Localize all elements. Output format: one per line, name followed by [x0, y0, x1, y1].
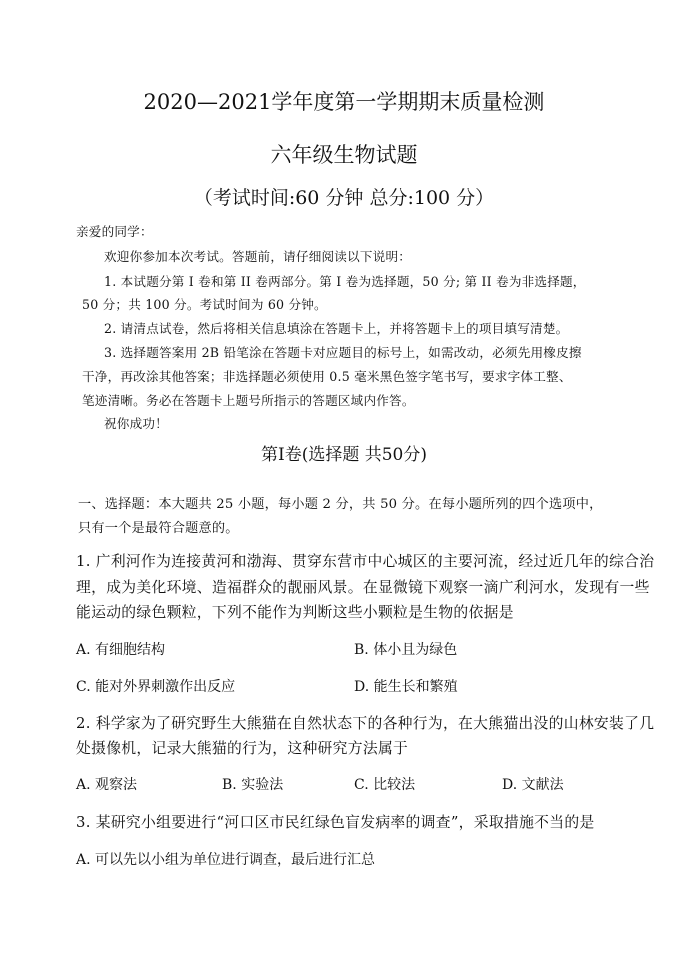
exam-info: （考试时间:60 分钟 总分:100 分）: [193, 187, 495, 209]
question-1-option-c: C. 能对外界刺激作出反应: [76, 679, 236, 695]
instruction-item-2: 2. 请清点试卷，然后将相关信息填涂在答题卡上，并将答题卡上的项目填写清楚。: [104, 321, 569, 336]
question-1-stem-line-3: 能运动的绿色颗粒，下列不能作为判断这些小颗粒是生物的依据是: [76, 604, 514, 621]
question-3-stem-line-1: 3. 某研究小组要进行“河口区市民红绿色盲发病率的调查”，采取措施不当的是: [76, 814, 595, 831]
question-1-option-d: D. 能生长和繁殖: [354, 679, 458, 695]
question-2-option-c: C. 比较法: [354, 777, 416, 793]
section-title: 第Ⅰ卷(选择题 共50分): [260, 445, 427, 465]
question-1-option-b: B. 体小且为绿色: [354, 642, 458, 658]
instruction-item-1: 1. 本试题分第 I 卷和第 II 卷两部分。第 I 卷为选择题，50 分; 第 II 卷为非选择题，: [104, 274, 586, 289]
question-2-stem-line-1: 2. 科学家为了研究野生大熊猫在自然状态下的各种行为，在大熊猫出没的山林安装了几: [76, 715, 655, 732]
question-1-option-a: A. 有细胞结构: [76, 642, 166, 658]
question-2-stem-line-2: 处摄像机，记录大熊猫的行为，这种研究方法属于: [76, 740, 409, 757]
question-2-option-b: B. 实验法: [222, 777, 284, 793]
instruction-item-1-cont: 50 分；共 100 分。考试时间为 60 分钟。: [82, 297, 327, 312]
page-subtitle: 六年级生物试题: [270, 143, 418, 167]
section-instruction: 一、选择题：本大题共 25 小题，每小题 2 分，共 50 分。在每小题所列的四个选项中，: [78, 497, 603, 512]
instruction-item-3-cont2: 笔迹清晰。务必在答题卡上题号所指示的答题区域内作答。: [82, 393, 415, 408]
wish-text: 祝你成功！: [104, 416, 168, 431]
instruction-item-3-cont: 干净，再改涂其他答案；非选择题必须使用 0.5 毫米黑色签字笔书写，要求字体工整、: [82, 369, 572, 384]
page-title: 2020—2021学年度第一学期期末质量检测: [143, 90, 545, 114]
question-3-option-a: A. 可以先以小组为单位进行调查，最后进行汇总: [76, 852, 376, 868]
question-2-option-d: D. 文献法: [502, 777, 564, 793]
welcome-text: 欢迎你参加本次考试。答题前，请仔细阅读以下说明：: [104, 249, 412, 264]
question-2-option-a: A. 观察法: [76, 777, 138, 793]
section-instruction-cont: 只有一个是最符合题意的。: [78, 521, 239, 536]
question-1-stem-line-1: 1. 广利河作为连接黄河和渤海、贯穿东营市中心城区的主要河流，经过近几年的综合治: [76, 553, 655, 570]
instruction-item-3: 3. 选择题答案用 2B 铅笔涂在答题卡对应题目的标号上，如需改动，必须先用橡皮擦: [104, 345, 582, 360]
question-1-stem-line-2: 理，成为美化环境、造福群众的靓丽风景。在显微镜下观察一滴广利河水，发现有一些: [76, 579, 650, 596]
greeting: 亲爱的同学：: [76, 224, 153, 239]
